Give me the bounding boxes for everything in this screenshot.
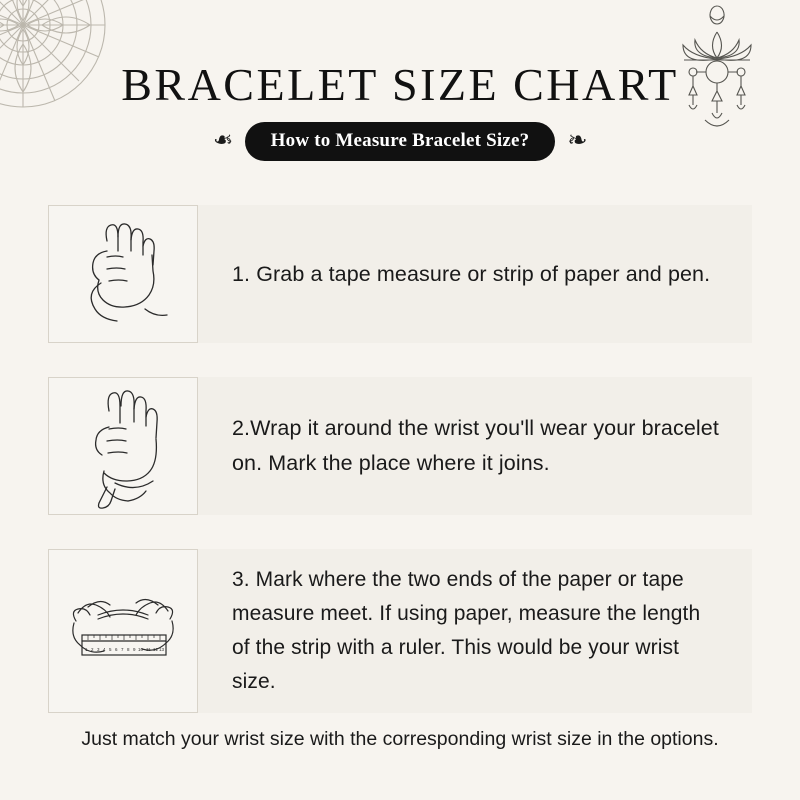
svg-text:3: 3 — [97, 647, 100, 652]
flourish-right-icon: ❧ — [567, 127, 588, 154]
svg-text:5: 5 — [109, 647, 112, 652]
subtitle-row — [0, 122, 800, 161]
flourish-left-icon: ❧ — [212, 127, 233, 154]
svg-text:6: 6 — [115, 647, 118, 652]
svg-text:1: 1 — [85, 647, 88, 652]
svg-text:9: 9 — [133, 647, 136, 652]
svg-text:12: 12 — [153, 647, 159, 652]
page-title: BRACELET SIZE CHART — [121, 59, 679, 110]
step-3-text: 3. Mark where the two ends of the paper or tape measure meet. If using paper, measure the length of the strip with a ruler. This would be your wrist size. — [232, 567, 701, 694]
svg-text:11: 11 — [146, 647, 151, 652]
svg-text:2: 2 — [91, 647, 94, 652]
footer-note: Just match your wrist size with the corresponding wrist size in the options. — [81, 728, 719, 750]
hand-with-tape-around-wrist-icon — [63, 381, 183, 511]
step-2-text: 2.Wrap it around the wrist you'll wear your bracelet on. Mark the place where it joins. — [232, 416, 719, 475]
list-item — [48, 377, 752, 515]
svg-text:10: 10 — [138, 647, 144, 652]
svg-text:8: 8 — [127, 647, 130, 652]
step-3-thumbnail — [48, 549, 198, 713]
subtitle-pill: How to Measure Bracelet Size? — [245, 122, 556, 161]
steps-list — [0, 205, 800, 747]
hands-measuring-strip-with-ruler-icon — [58, 571, 188, 691]
step-1-text: 1. Grab a tape measure or strip of paper and pen. — [232, 261, 711, 286]
svg-text:7: 7 — [121, 647, 124, 652]
hand-fist-with-tape-icon — [63, 213, 183, 335]
step-2-thumbnail — [48, 377, 198, 515]
svg-text:4: 4 — [103, 647, 106, 652]
step-1-thumbnail — [48, 205, 198, 343]
list-item — [48, 205, 752, 343]
svg-text:13: 13 — [159, 647, 165, 652]
list-item — [48, 549, 752, 713]
